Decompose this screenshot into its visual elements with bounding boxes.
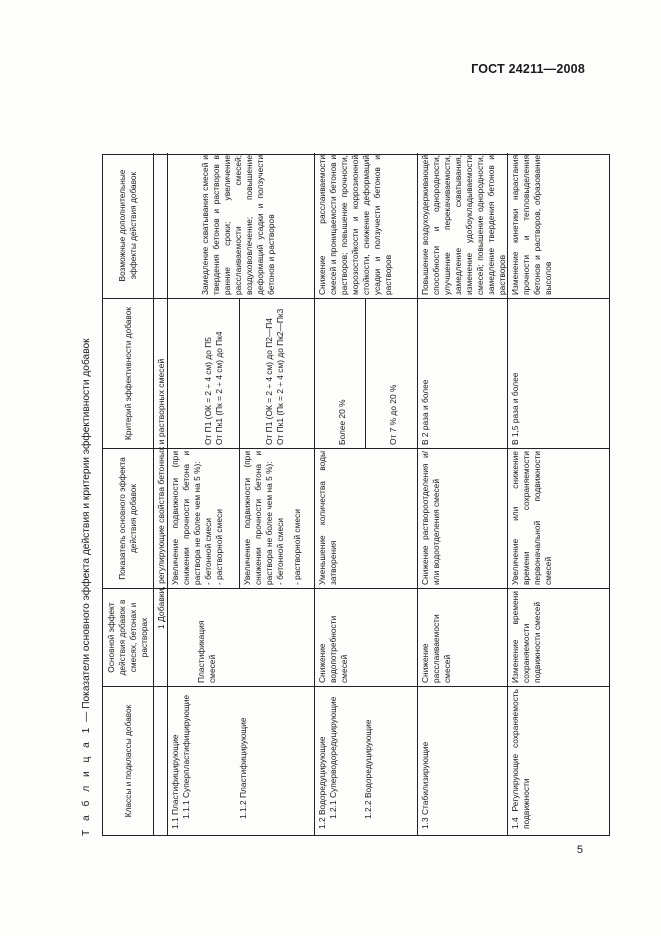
effect-cell-1-3 bbox=[420, 591, 505, 683]
header-indicator: Показатель основного эффекта действия добавок bbox=[117, 457, 138, 580]
row-divider bbox=[365, 299, 366, 449]
criterion-text: От П1 (ОК = 2 ÷ 4 см) до П5 bbox=[203, 337, 213, 445]
indicator-text: Увеличение или снижение времени сохраняемости первоначальной подвижности смесей bbox=[510, 451, 553, 585]
extra-cell-1-1 bbox=[170, 155, 312, 295]
criterion-text: Более 20 % bbox=[337, 399, 347, 445]
class-name: 1.3 Стабилизирующие bbox=[420, 741, 430, 829]
indicator-cell-1-4 bbox=[510, 451, 609, 585]
effect-text: Пластификация смесей bbox=[196, 620, 217, 683]
indicator-item: - бетонной смеси bbox=[203, 518, 213, 585]
table-label: Т а б л и ц а 1 bbox=[81, 724, 92, 836]
criterion-cell-1-2b bbox=[368, 301, 415, 445]
indicator-item: - растворной смеси bbox=[292, 509, 302, 585]
header-main-effect: Основной эффект действия добавок в смесях, бетонах и растворах bbox=[106, 599, 149, 676]
subclass-name: 1.1.2 Пластифицирующие bbox=[238, 717, 248, 819]
criterion-cell-1-3 bbox=[420, 301, 505, 445]
criterion-cell-1-4 bbox=[510, 301, 609, 445]
document-code: ГОСТ 24211—2008 bbox=[471, 62, 585, 76]
indicator-text: Увеличение подвижности (при снижении прочности бетона и раствора не более чем на 5 %): bbox=[170, 451, 202, 585]
criterion-text: От Пк1 (Пк = 2 ÷ 4 см) до Пк2—Пк3 bbox=[275, 308, 285, 445]
row-divider bbox=[417, 153, 418, 835]
class-cell-1-1 bbox=[170, 689, 312, 829]
table bbox=[102, 154, 610, 836]
extra-text: Замедление схватывания смесей и твердения бетонов и растворов в ранние сроки; увеличение расслаиваемости смесей; воздухововлечение; повышение деформаций усадки и ползучести бетонов и растворов bbox=[200, 155, 276, 295]
effect-text: Снижение водопотребности смесей bbox=[317, 615, 349, 683]
indicator-item: - растворной смеси bbox=[214, 509, 224, 585]
col-divider bbox=[103, 298, 609, 299]
extra-text: Снижение расслаиваемости смесей и проницаемости бетонов и растворов; повышение прочности, морозостойкости и коррозионной стойкости, снижение деформаций усадки и ползучести бетонов и растворов bbox=[317, 155, 393, 295]
criterion-cell-1-1a bbox=[170, 301, 238, 445]
indicator-cell-1-2 bbox=[317, 451, 415, 585]
row-divider bbox=[167, 153, 168, 835]
effect-cell-1-4 bbox=[510, 591, 609, 683]
class-cell-1-2 bbox=[317, 689, 415, 829]
extra-text: Изменение кинетики нарастания прочности и тепловыделения бетонов и растворов, образование высолов bbox=[510, 155, 553, 295]
indicator-text: Снижение раствороотделения и/или водоотделения смесей bbox=[420, 451, 441, 585]
subclass-name: 1.1.1 Суперпластифицирующие bbox=[181, 694, 191, 819]
page-number: 5 bbox=[576, 844, 583, 856]
section-title: 1 Добавки, регулирующие свойства бетонных и растворных смесей bbox=[156, 358, 166, 630]
extra-cell-1-3 bbox=[420, 155, 505, 295]
row-divider bbox=[239, 299, 240, 589]
rotated-table-block bbox=[72, 154, 612, 836]
criterion-cell-1-2a bbox=[317, 301, 363, 445]
class-cell-1-4 bbox=[510, 689, 609, 829]
class-name: 1.2 Водоредуцирующие bbox=[317, 736, 327, 829]
header-classes: Классы и подклассы добавок bbox=[122, 704, 133, 818]
extra-cell-1-4 bbox=[510, 155, 609, 295]
class-cell-1-3 bbox=[420, 689, 505, 829]
class-name: 1.1 Пластифицирующие bbox=[170, 734, 180, 829]
subclass-name: 1.2.2 Водоредуцирующие bbox=[363, 719, 373, 819]
header-criterion: Критерий эффективности добавок bbox=[122, 307, 133, 440]
criterion-text: В 2 раза и более bbox=[420, 379, 430, 445]
criterion-text: В 1,5 раза и более bbox=[510, 372, 520, 445]
class-name: 1.4 Регулирующие сохраняемость подвижности bbox=[510, 689, 531, 829]
effect-text: Изменение времени сохраняемости подвижности смесей bbox=[510, 591, 542, 683]
table-caption-text: — Показатели основного эффекта действия и критерии эффективности добавок bbox=[81, 338, 92, 725]
indicator-text: Уменьшение количества воды затворения bbox=[317, 451, 338, 585]
indicator-item: - бетонной смеси bbox=[275, 518, 285, 585]
row-divider bbox=[314, 153, 315, 835]
effect-cell-1-2 bbox=[317, 591, 415, 683]
col-divider bbox=[103, 686, 609, 687]
indicator-text: Увеличение подвижности (при снижении прочности бетона и раствора не более чем на 5 %): bbox=[242, 451, 274, 585]
col-divider bbox=[103, 588, 609, 589]
effect-text: Снижение расслаиваемости смесей bbox=[420, 614, 452, 683]
criterion-text: От 7 % до 20 % bbox=[388, 384, 398, 445]
indicator-cell-1-3 bbox=[420, 451, 505, 585]
criterion-text: От П1 (ОК = 2 ÷ 4 см) до П2—П4 bbox=[264, 318, 274, 445]
indicator-cell-1-1a bbox=[170, 451, 238, 585]
table-caption bbox=[72, 154, 102, 836]
indicator-cell-1-1b bbox=[242, 451, 312, 585]
effect-cell-1-1 bbox=[170, 591, 312, 683]
criterion-cell-1-1b bbox=[242, 301, 312, 445]
extra-cell-1-2 bbox=[317, 155, 415, 295]
criterion-text: От Пк1 (Пк = 2 ÷ 4 см) до Пк4 bbox=[214, 331, 224, 445]
extra-text: Повышение воздухоудерживающей способности и однородности, улучшение перекачиваемости, замедление схватывания, изменение удобоукладываемости смесей; повышение однородности, замедление твердения бетонов и растворов bbox=[420, 155, 507, 295]
col-divider bbox=[103, 448, 609, 449]
subclass-name: 1.2.1 Суперводоредуцирующие bbox=[328, 696, 338, 819]
header-extra-effects: Возможные дополнительные эффекты действия добавок bbox=[117, 169, 138, 282]
